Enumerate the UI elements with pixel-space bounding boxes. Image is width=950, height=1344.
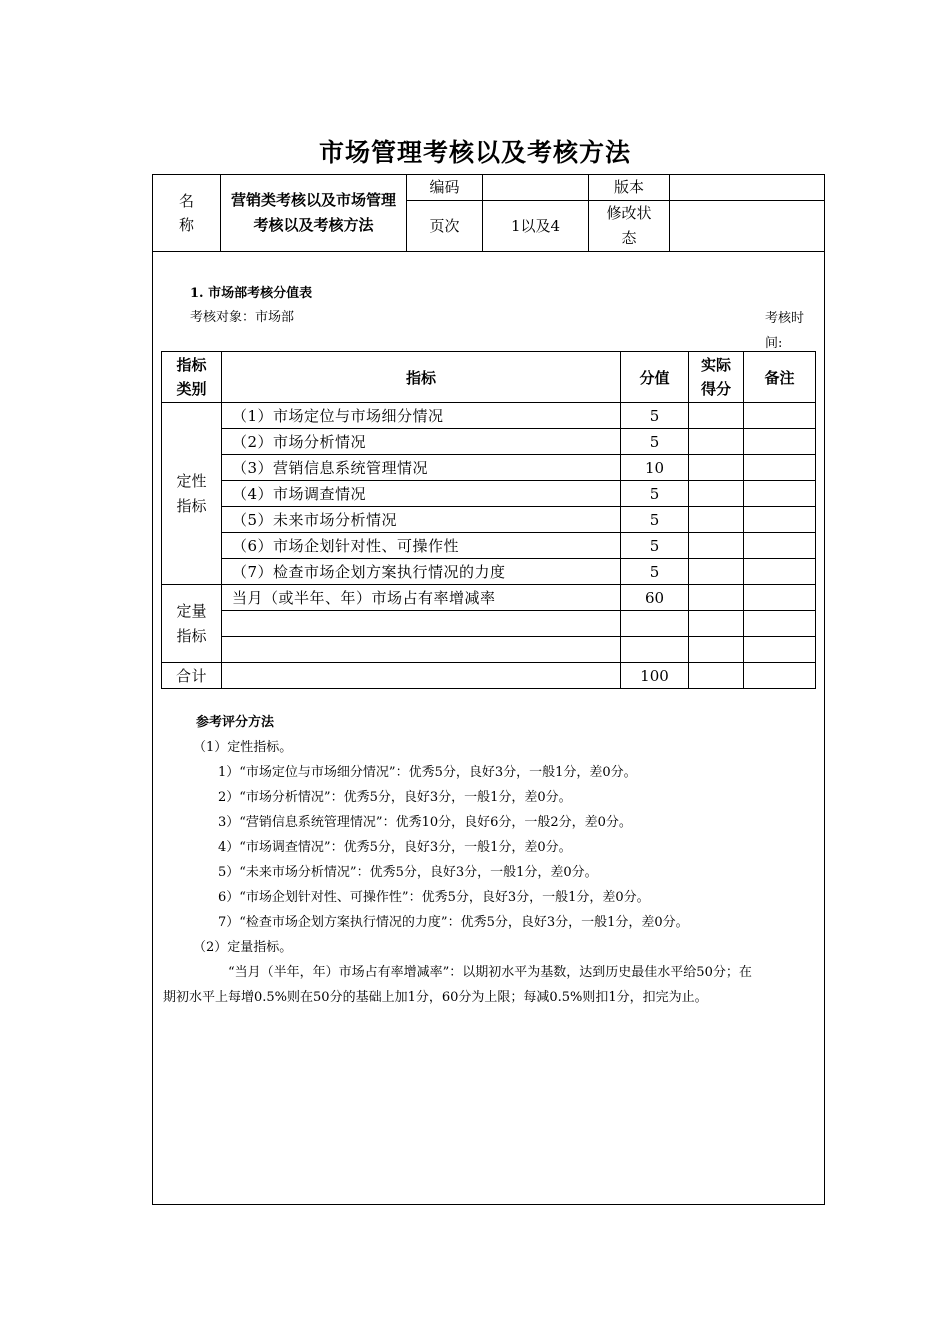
score-cell: 5 bbox=[621, 429, 689, 455]
page-label: 页次 bbox=[407, 201, 483, 252]
actual-score-cell bbox=[689, 611, 744, 637]
code-value bbox=[483, 175, 589, 201]
indicator-cell: （4）市场调查情况 bbox=[222, 481, 621, 507]
score-cell: 5 bbox=[621, 481, 689, 507]
table-row bbox=[162, 637, 816, 663]
col-header-actual: 实际得分 bbox=[689, 352, 744, 403]
indicator-cell bbox=[222, 611, 621, 637]
remarks-cell bbox=[744, 663, 816, 689]
quantitative-method-text: “当月（半年，年）市场占有率增减率”：以期初水平为基数，达到历史最佳水平给50分；在 bbox=[228, 965, 752, 980]
assessment-target: 考核对象：市场部 bbox=[190, 310, 295, 325]
assessment-time-label: 考核时间: bbox=[765, 311, 805, 351]
remarks-cell bbox=[744, 507, 816, 533]
total-score: 100 bbox=[621, 663, 689, 689]
actual-score-cell bbox=[689, 533, 744, 559]
actual-score-cell bbox=[689, 637, 744, 663]
table-row bbox=[162, 559, 816, 585]
code-label: 编码 bbox=[407, 175, 483, 201]
table-row bbox=[162, 429, 816, 455]
score-cell: 5 bbox=[621, 559, 689, 585]
table-row bbox=[162, 533, 816, 559]
qualitative-method-item: 6）“市场企划针对性、可操作性”：优秀5分，良好3分，一般1分，差0分。 bbox=[218, 890, 650, 905]
remarks-cell bbox=[744, 429, 816, 455]
qualitative-method-title: （1）定性指标。 bbox=[193, 740, 293, 755]
total-row bbox=[162, 663, 816, 689]
score-cell: 5 bbox=[621, 507, 689, 533]
table-row bbox=[162, 585, 816, 611]
indicator-cell: （7）检查市场企划方案执行情况的力度 bbox=[222, 559, 621, 585]
score-cell bbox=[621, 611, 689, 637]
quantitative-method-title: （2）定量指标。 bbox=[193, 940, 293, 955]
table-row bbox=[162, 481, 816, 507]
remarks-cell bbox=[744, 533, 816, 559]
version-value bbox=[670, 175, 825, 201]
category-quantitative: 定量指标 bbox=[162, 585, 222, 663]
score-cell: 10 bbox=[621, 455, 689, 481]
remarks-cell bbox=[744, 403, 816, 429]
category-qualitative: 定性指标 bbox=[162, 403, 222, 585]
qualitative-method-item: 7）“检查市场企划方案执行情况的力度”：优秀5分，良好3分，一般1分，差0分。 bbox=[218, 915, 689, 930]
score-cell: 5 bbox=[621, 403, 689, 429]
score-cell bbox=[621, 637, 689, 663]
page-value: 1以及4 bbox=[483, 201, 589, 252]
qualitative-method-item: 4）“市场调查情况”：优秀5分，良好3分，一般1分，差0分。 bbox=[218, 840, 572, 855]
score-table bbox=[161, 351, 816, 689]
actual-score-cell bbox=[689, 403, 744, 429]
remarks-cell bbox=[744, 481, 816, 507]
quantitative-method-text-continued: 期初水平上每增0.5%则在50分的基础上加1分，60分为上限；每减0.5%则扣1分，扣完为止。 bbox=[163, 990, 708, 1005]
name-value: 营销类考核以及市场管理考核以及考核方法 bbox=[221, 175, 407, 252]
actual-score-cell bbox=[689, 481, 744, 507]
indicator-cell: （3）营销信息系统管理情况 bbox=[222, 455, 621, 481]
indicator-cell: （1）市场定位与市场细分情况 bbox=[222, 403, 621, 429]
header-table bbox=[152, 174, 825, 252]
actual-score-cell bbox=[689, 663, 744, 689]
indicator-cell: （6）市场企划针对性、可操作性 bbox=[222, 533, 621, 559]
actual-score-cell bbox=[689, 507, 744, 533]
actual-score-cell bbox=[689, 585, 744, 611]
remarks-cell bbox=[744, 455, 816, 481]
score-cell: 60 bbox=[621, 585, 689, 611]
table-row bbox=[162, 611, 816, 637]
revision-label: 修改状态 bbox=[589, 201, 670, 252]
version-label: 版本 bbox=[589, 175, 670, 201]
remarks-cell bbox=[744, 585, 816, 611]
indicator-cell: （5）未来市场分析情况 bbox=[222, 507, 621, 533]
document-title: 市场管理考核以及考核方法 bbox=[318, 138, 631, 167]
reference-heading: 参考评分方法 bbox=[196, 715, 275, 730]
total-indicator-cell bbox=[222, 663, 621, 689]
remarks-cell bbox=[744, 559, 816, 585]
col-header-indicator: 指标 bbox=[222, 352, 621, 403]
revision-value bbox=[670, 201, 825, 252]
indicator-cell bbox=[222, 637, 621, 663]
actual-score-cell bbox=[689, 455, 744, 481]
qualitative-method-item: 3）“营销信息系统管理情况”：优秀10分，良好6分，一般2分，差0分。 bbox=[218, 815, 632, 830]
indicator-cell: （2）市场分析情况 bbox=[222, 429, 621, 455]
table-row bbox=[162, 455, 816, 481]
remarks-cell bbox=[744, 611, 816, 637]
section-heading: 1. 市场部考核分值表 bbox=[190, 286, 313, 301]
col-header-score: 分值 bbox=[621, 352, 689, 403]
indicator-cell: 当月（或半年、年）市场占有率增减率 bbox=[222, 585, 621, 611]
col-header-category: 指标类别 bbox=[162, 352, 222, 403]
actual-score-cell bbox=[689, 429, 744, 455]
col-header-remarks: 备注 bbox=[744, 352, 816, 403]
total-label: 合计 bbox=[162, 663, 222, 689]
table-row bbox=[162, 403, 816, 429]
table-row bbox=[162, 507, 816, 533]
score-cell: 5 bbox=[621, 533, 689, 559]
qualitative-method-item: 2）“市场分析情况”：优秀5分，良好3分，一般1分，差0分。 bbox=[218, 790, 572, 805]
remarks-cell bbox=[744, 637, 816, 663]
qualitative-method-item: 5）“未来市场分析情况”：优秀5分，良好3分，一般1分，差0分。 bbox=[218, 865, 598, 880]
actual-score-cell bbox=[689, 559, 744, 585]
qualitative-method-item: 1）“市场定位与市场细分情况”：优秀5分，良好3分，一般1分，差0分。 bbox=[218, 765, 637, 780]
name-label: 名称 bbox=[153, 175, 221, 252]
